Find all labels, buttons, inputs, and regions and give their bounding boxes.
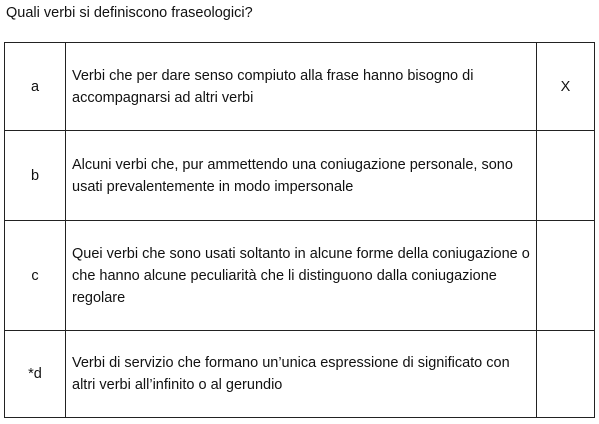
option-text: Alcuni verbi che, pur ammettendo una coniugazione personale, sono usati prevalentemente in modo impersonale — [66, 131, 537, 221]
option-mark-cell[interactable] — [537, 131, 595, 221]
option-row-d — [5, 331, 595, 418]
option-letter: a — [5, 43, 66, 131]
option-row-b — [5, 131, 595, 221]
option-mark-cell[interactable] — [537, 221, 595, 331]
option-letter: b — [5, 131, 66, 221]
option-text: Verbi che per dare senso compiuto alla frase hanno bisogno di accompagnarsi ad altri verbi — [66, 43, 537, 131]
option-mark-cell[interactable]: X — [537, 43, 595, 131]
option-mark-cell[interactable] — [537, 331, 595, 418]
option-text: Verbi di servizio che formano un’unica espressione di significato con altri verbi all’infinito o al gerundio — [66, 331, 537, 418]
option-letter: *d — [5, 331, 66, 418]
option-text: Quei verbi che sono usati soltanto in alcune forme della coniugazione o che hanno alcune peculiarità che li distinguono dalla coniugazione regolare — [66, 221, 537, 331]
option-row-c — [5, 221, 595, 331]
option-letter: c — [5, 221, 66, 331]
question-text: Quali verbi si definiscono fraseologici? — [6, 5, 253, 21]
option-row-a — [5, 43, 595, 131]
answer-table — [4, 42, 595, 418]
